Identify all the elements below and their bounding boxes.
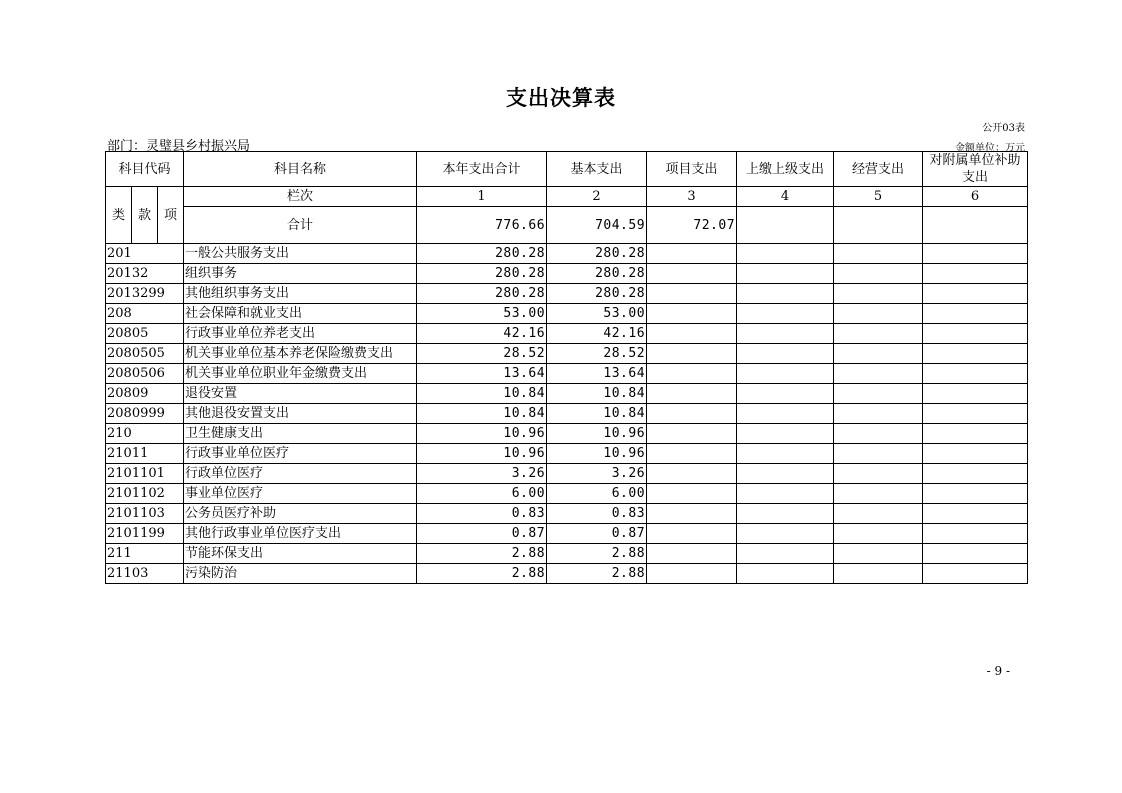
row-total: 2.88 [417, 544, 547, 564]
row-total: 280.28 [417, 284, 547, 304]
row-code: 2101199 [106, 524, 184, 544]
row-upper [737, 324, 834, 344]
row-project [647, 364, 737, 384]
header-code: 科目代码 [106, 152, 184, 187]
row-upper [737, 404, 834, 424]
header-subsidy: 对附属单位补助支出 [923, 152, 1028, 187]
col-num-6: 6 [923, 187, 1028, 207]
table-row [106, 544, 1028, 564]
sum-label: 合计 [184, 207, 417, 244]
row-total: 2.88 [417, 564, 547, 584]
row-project [647, 484, 737, 504]
row-name: 机关事业单位基本养老保险缴费支出 [184, 344, 417, 364]
row-total: 0.83 [417, 504, 547, 524]
sum-subsidy [923, 207, 1028, 244]
row-code: 2080506 [106, 364, 184, 384]
row-total: 10.96 [417, 444, 547, 464]
row-subsidy [923, 424, 1028, 444]
row-name: 公务员医疗补助 [184, 504, 417, 524]
row-basic: 2.88 [547, 564, 647, 584]
row-code: 2013299 [106, 284, 184, 304]
row-project [647, 524, 737, 544]
row-code: 208 [106, 304, 184, 324]
row-total: 0.87 [417, 524, 547, 544]
row-project [647, 444, 737, 464]
row-business [834, 364, 923, 384]
col-num-1: 1 [417, 187, 547, 207]
row-name: 行政事业单位医疗 [184, 444, 417, 464]
row-code: 21011 [106, 444, 184, 464]
row-basic: 10.96 [547, 424, 647, 444]
header-project: 项目支出 [647, 152, 737, 187]
row-total: 10.84 [417, 384, 547, 404]
row-code: 201 [106, 244, 184, 264]
table-row [106, 524, 1028, 544]
row-name: 行政单位医疗 [184, 464, 417, 484]
row-name: 其他行政事业单位医疗支出 [184, 524, 417, 544]
row-code: 2080505 [106, 344, 184, 364]
row-basic: 6.00 [547, 484, 647, 504]
sum-business [834, 207, 923, 244]
table-row [106, 344, 1028, 364]
table-row [106, 324, 1028, 344]
row-subsidy [923, 504, 1028, 524]
table-row [106, 484, 1028, 504]
row-subsidy [923, 284, 1028, 304]
row-name: 行政事业单位养老支出 [184, 324, 417, 344]
row-basic: 280.28 [547, 244, 647, 264]
row-subsidy [923, 324, 1028, 344]
row-project [647, 244, 737, 264]
row-subsidy [923, 404, 1028, 424]
row-basic: 53.00 [547, 304, 647, 324]
row-business [834, 384, 923, 404]
row-business [834, 244, 923, 264]
row-name: 一般公共服务支出 [184, 244, 417, 264]
sum-upper [737, 207, 834, 244]
row-business [834, 484, 923, 504]
row-name: 节能环保支出 [184, 544, 417, 564]
row-business [834, 324, 923, 344]
table-row [106, 464, 1028, 484]
row-name: 其他组织事务支出 [184, 284, 417, 304]
department-label: 部门：灵璧县乡村振兴局 [107, 139, 251, 154]
row-total: 3.26 [417, 464, 547, 484]
row-total: 280.28 [417, 264, 547, 284]
row-subsidy [923, 564, 1028, 584]
row-code: 2101101 [106, 464, 184, 484]
row-total: 28.52 [417, 344, 547, 364]
row-subsidy [923, 244, 1028, 264]
row-subsidy [923, 304, 1028, 324]
row-code: 21103 [106, 564, 184, 584]
row-business [834, 544, 923, 564]
row-business [834, 464, 923, 484]
table-row [106, 504, 1028, 524]
row-business [834, 284, 923, 304]
row-project [647, 404, 737, 424]
row-business [834, 264, 923, 284]
row-code: 2101102 [106, 484, 184, 504]
header-total: 本年支出合计 [417, 152, 547, 187]
row-code: 2080999 [106, 404, 184, 424]
row-basic: 10.96 [547, 444, 647, 464]
row-upper [737, 464, 834, 484]
row-upper [737, 484, 834, 504]
row-upper [737, 364, 834, 384]
row-project [647, 264, 737, 284]
header-item: 款 [132, 187, 158, 244]
row-upper [737, 264, 834, 284]
row-name: 退役安置 [184, 384, 417, 404]
table-row [106, 384, 1028, 404]
row-basic: 280.28 [547, 284, 647, 304]
table-row [106, 444, 1028, 464]
col-num-2: 2 [547, 187, 647, 207]
row-upper [737, 444, 834, 464]
row-upper [737, 344, 834, 364]
row-basic: 0.83 [547, 504, 647, 524]
row-name: 卫生健康支出 [184, 424, 417, 444]
row-name: 污染防治 [184, 564, 417, 584]
row-project [647, 304, 737, 324]
row-code: 20805 [106, 324, 184, 344]
row-basic: 13.64 [547, 364, 647, 384]
row-project [647, 344, 737, 364]
row-subsidy [923, 364, 1028, 384]
row-business [834, 444, 923, 464]
row-name: 机关事业单位职业年金缴费支出 [184, 364, 417, 384]
row-subsidy [923, 384, 1028, 404]
row-basic: 28.52 [547, 344, 647, 364]
row-subsidy [923, 464, 1028, 484]
row-project [647, 284, 737, 304]
row-business [834, 424, 923, 444]
row-subsidy [923, 264, 1028, 284]
page-number: - 9 - [986, 664, 1010, 678]
row-business [834, 404, 923, 424]
row-basic: 2.88 [547, 544, 647, 564]
table-row [106, 284, 1028, 304]
row-subsidy [923, 544, 1028, 564]
row-upper [737, 284, 834, 304]
row-total: 280.28 [417, 244, 547, 264]
row-total: 13.64 [417, 364, 547, 384]
row-basic: 3.26 [547, 464, 647, 484]
row-basic: 42.16 [547, 324, 647, 344]
sum-row [106, 207, 1028, 244]
row-project [647, 424, 737, 444]
row-basic: 10.84 [547, 384, 647, 404]
header-row [106, 152, 1028, 187]
row-name: 社会保障和就业支出 [184, 304, 417, 324]
row-upper [737, 244, 834, 264]
row-project [647, 544, 737, 564]
row-subsidy [923, 444, 1028, 464]
row-upper [737, 544, 834, 564]
row-basic: 280.28 [547, 264, 647, 284]
row-upper [737, 564, 834, 584]
row-project [647, 504, 737, 524]
row-code: 20132 [106, 264, 184, 284]
row-subsidy [923, 344, 1028, 364]
table-row [106, 244, 1028, 264]
col-num-4: 4 [737, 187, 834, 207]
row-business [834, 304, 923, 324]
row-code: 20809 [106, 384, 184, 404]
row-business [834, 344, 923, 364]
table-row [106, 264, 1028, 284]
row-business [834, 504, 923, 524]
row-upper [737, 304, 834, 324]
header-entry: 项 [158, 187, 184, 244]
table-row [106, 424, 1028, 444]
row-total: 10.84 [417, 404, 547, 424]
sum-total: 776.66 [417, 207, 547, 244]
row-total: 53.00 [417, 304, 547, 324]
row-project [647, 324, 737, 344]
row-subsidy [923, 484, 1028, 504]
expenditure-table [105, 151, 1028, 584]
row-name: 其他退役安置支出 [184, 404, 417, 424]
header-class: 类 [106, 187, 132, 244]
header-name: 科目名称 [184, 152, 417, 187]
sum-basic: 704.59 [547, 207, 647, 244]
column-number-row [106, 187, 1028, 207]
row-total: 42.16 [417, 324, 547, 344]
unit-label: 金额单位：万元 [955, 143, 1025, 154]
table-row [106, 364, 1028, 384]
header-basic: 基本支出 [547, 152, 647, 187]
row-name: 组织事务 [184, 264, 417, 284]
row-business [834, 524, 923, 544]
header-upper: 上缴上级支出 [737, 152, 834, 187]
sum-project: 72.07 [647, 207, 737, 244]
row-upper [737, 524, 834, 544]
row-basic: 10.84 [547, 404, 647, 424]
row-total: 6.00 [417, 484, 547, 504]
row-code: 211 [106, 544, 184, 564]
table-row [106, 404, 1028, 424]
col-num-5: 5 [834, 187, 923, 207]
row-code: 2101103 [106, 504, 184, 524]
table-row [106, 304, 1028, 324]
form-number: 公开03表 [982, 123, 1025, 134]
page-title: 支出决算表 [506, 86, 616, 110]
row-total: 10.96 [417, 424, 547, 444]
row-upper [737, 424, 834, 444]
row-project [647, 384, 737, 404]
col-num-3: 3 [647, 187, 737, 207]
row-subsidy [923, 524, 1028, 544]
row-basic: 0.87 [547, 524, 647, 544]
column-label: 栏次 [184, 187, 417, 207]
row-business [834, 564, 923, 584]
row-name: 事业单位医疗 [184, 484, 417, 504]
row-upper [737, 384, 834, 404]
row-code: 210 [106, 424, 184, 444]
row-upper [737, 504, 834, 524]
row-project [647, 464, 737, 484]
table-row [106, 564, 1028, 584]
row-project [647, 564, 737, 584]
header-business: 经营支出 [834, 152, 923, 187]
